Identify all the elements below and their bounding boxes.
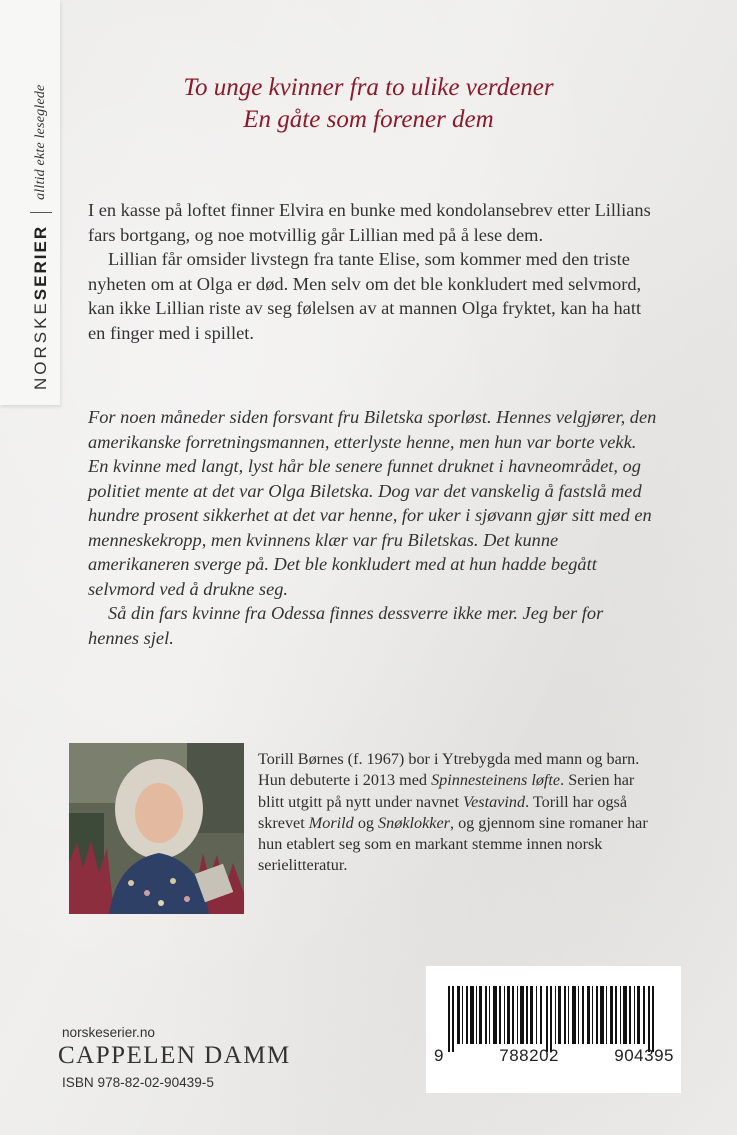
publisher-website: norskeserier.no [62, 1025, 155, 1040]
bio-title-1: Spinnesteinens løfte [431, 771, 561, 790]
barcode-digit-group-1: 9 [434, 1046, 444, 1065]
brand-tagline: alltid ekte leseglede [33, 84, 48, 200]
barcode-digits [434, 1046, 674, 1066]
bio-text-5: , og gjennom sine romaner har hun etablert seg som en markant stemme innen norsk serielitteratur. [258, 813, 648, 875]
blurb-paragraph-1: I en kasse på loftet finner Elvira en bunke med kondolansebrev etter Lillians fars bortgang, og noe motvillig går Lillian med på å lese dem. [88, 200, 651, 245]
author-bio [258, 749, 658, 877]
author-photo [69, 743, 244, 914]
brand-norske: NORSKE [31, 300, 50, 390]
barcode-bars [448, 986, 660, 1052]
bio-title-2: Vestavind [463, 792, 526, 811]
bio-title-3: Morild [308, 813, 354, 832]
headline-line-2: En gåte som forener dem [243, 106, 494, 133]
isbn: ISBN 978-82-02-90439-5 [62, 1075, 214, 1090]
spine-divider [30, 212, 52, 213]
blurb-paragraph-2: Lillian får omsider livstegn fra tante Elise, som kommer med den triste nyheten om at Olga er død. Men selv om det ble konkludert med selvmord, kan ikke Lillian riste av seg følelsen av at mannen Olga fryktet, kan ha hatt en finger med i spillet. [88, 249, 642, 343]
publisher-logo: CAPPELEN DAMM [58, 1042, 291, 1069]
headline-line-1: To unge kvinner fra to ulike verdener [183, 74, 554, 101]
bio-text-1: Torill Børnes (f. 1967) bor i Ytrebygda med mann og barn. Hun debuterte i 2013 med [258, 750, 640, 790]
barcode-digit-group-3: 904395 [614, 1046, 674, 1065]
excerpt-paragraph-2: Så din fars kvinne fra Odessa finnes dessverre ikke mer. Jeg ber for hennes sjel. [88, 603, 604, 648]
bio-title-4: Snøklokker [378, 813, 450, 832]
excerpt [88, 405, 658, 650]
bio-text-4: og [353, 813, 379, 832]
spine-brand-tab [0, 0, 60, 405]
barcode [426, 966, 681, 1093]
bio-text-3: . Torill har også skrevet [258, 792, 628, 832]
excerpt-paragraph-1: For noen måneder siden forsvant fru Biletska sporløst. Hennes velgjører, den amerikanske forretningsmannen, etterlyste henne, men hun var borte vekk. En kvinne med langt, lyst hår ble senere funnet druknet i havneområdet, og politiet mente at det var Olga Biletska. Dog var det vanskelig å fastslå med hundre prosent sikkerhet at det var henne, for uker i sjøvann gjør sitt med en menneskekropp, men kvinnens klær var fru Biletskas. Det kunne amerikaneren sverge på. Det ble konkludert med at hun hadde begått selvmord ved å drukne seg. [88, 407, 657, 599]
blurb [88, 198, 658, 345]
bio-text-2: . Serien har blitt utgitt på nytt under navnet [258, 771, 635, 811]
brand-serier: SERIER [31, 224, 50, 301]
barcode-digit-group-2: 788202 [499, 1046, 559, 1065]
